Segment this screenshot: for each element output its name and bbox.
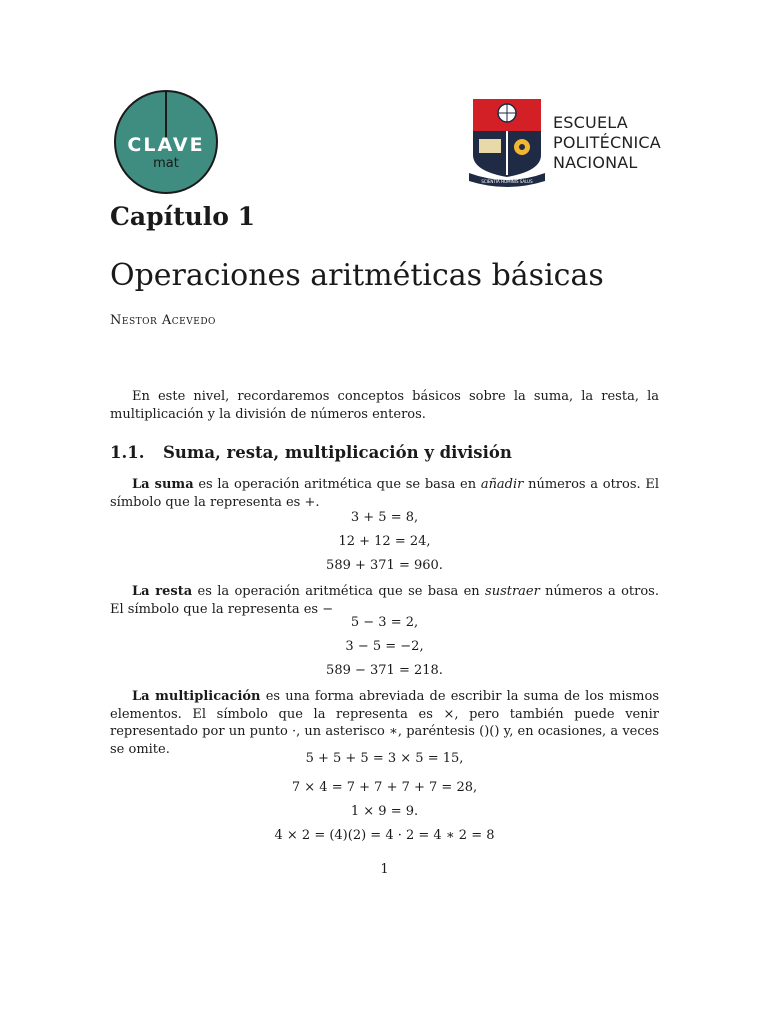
- suma-equation-1: 3 + 5 = 8,: [350, 510, 419, 525]
- suma-equation-3: 589 + 371 = 960.: [326, 558, 443, 573]
- suma-paragraph: [110, 476, 659, 511]
- multiplicacion-text: es una forma abreviada de escribir la suma de los mismos elementos. El símbolo que la representa es ×, pero también puede venir representado por un punto ·, un asterisco ∗, paréntesis ()() y, en ocasiones, a veces se omite.: [110, 689, 659, 757]
- multiplicacion-equation-1: 5 + 5 + 5 = 3 × 5 = 15,: [305, 751, 464, 766]
- resta-text-b: números a otros. El símbolo que la representa es −: [110, 584, 659, 617]
- resta-equation-1: 5 − 3 = 2,: [350, 615, 419, 630]
- resta-paragraph: [110, 583, 659, 618]
- intro-text: En este nivel, recordaremos conceptos básicos sobre la suma, la resta, la multiplicación y la división de números enteros.: [110, 389, 659, 422]
- multiplicacion-equation-3: 1 × 9 = 9.: [350, 804, 419, 819]
- epn-name: [553, 113, 661, 173]
- epn-line-3: NACIONAL: [553, 153, 638, 172]
- epn-ribbon-text: SCIENTIA HOMINIS SALUS: [481, 179, 533, 184]
- resta-equation-2: 3 − 5 = −2,: [345, 639, 424, 654]
- suma-text-b: números a otros. El símbolo que la representa es +.: [110, 477, 659, 510]
- resta-equation-3: 589 − 371 = 218.: [326, 663, 443, 678]
- resta-text-a: es la operación aritmética que se basa en: [192, 584, 486, 599]
- multiplicacion-term: La multiplicación: [132, 689, 261, 704]
- clave-logo-text: CLAVE: [127, 134, 205, 156]
- epn-line-2: POLITÉCNICA: [553, 133, 661, 152]
- suma-equation-2: 12 + 12 = 24,: [338, 534, 431, 549]
- author-name: Nestor Acevedo: [110, 313, 216, 328]
- resta-emph: sustraer: [485, 584, 540, 599]
- resta-term: La resta: [132, 584, 193, 599]
- epn-shield-icon: [467, 97, 547, 189]
- chapter-title: Operaciones aritméticas básicas: [110, 258, 604, 293]
- section-heading: [110, 443, 512, 462]
- clave-mat-logo: [110, 89, 222, 195]
- epn-line-1: ESCUELA: [553, 113, 628, 132]
- page-number: 1: [380, 862, 389, 877]
- intro-paragraph: [110, 388, 659, 423]
- suma-text-a: es la operación aritmética que se basa en: [193, 477, 481, 492]
- clave-logo-subtext: mat: [153, 156, 179, 171]
- suma-emph: añadir: [480, 477, 524, 492]
- multiplicacion-paragraph: [110, 688, 659, 758]
- chapter-label: Capítulo 1: [110, 202, 256, 231]
- multiplicacion-equation-4: 4 × 2 = (4)(2) = 4 · 2 = 4 ∗ 2 = 8: [274, 828, 495, 843]
- epn-logo: [467, 97, 667, 189]
- suma-term: La suma: [132, 477, 194, 492]
- section-title: Suma, resta, multiplicación y división: [163, 443, 512, 462]
- section-number: 1.1.: [110, 443, 145, 462]
- multiplicacion-equation-2: 7 × 4 = 7 + 7 + 7 + 7 = 28,: [291, 780, 478, 795]
